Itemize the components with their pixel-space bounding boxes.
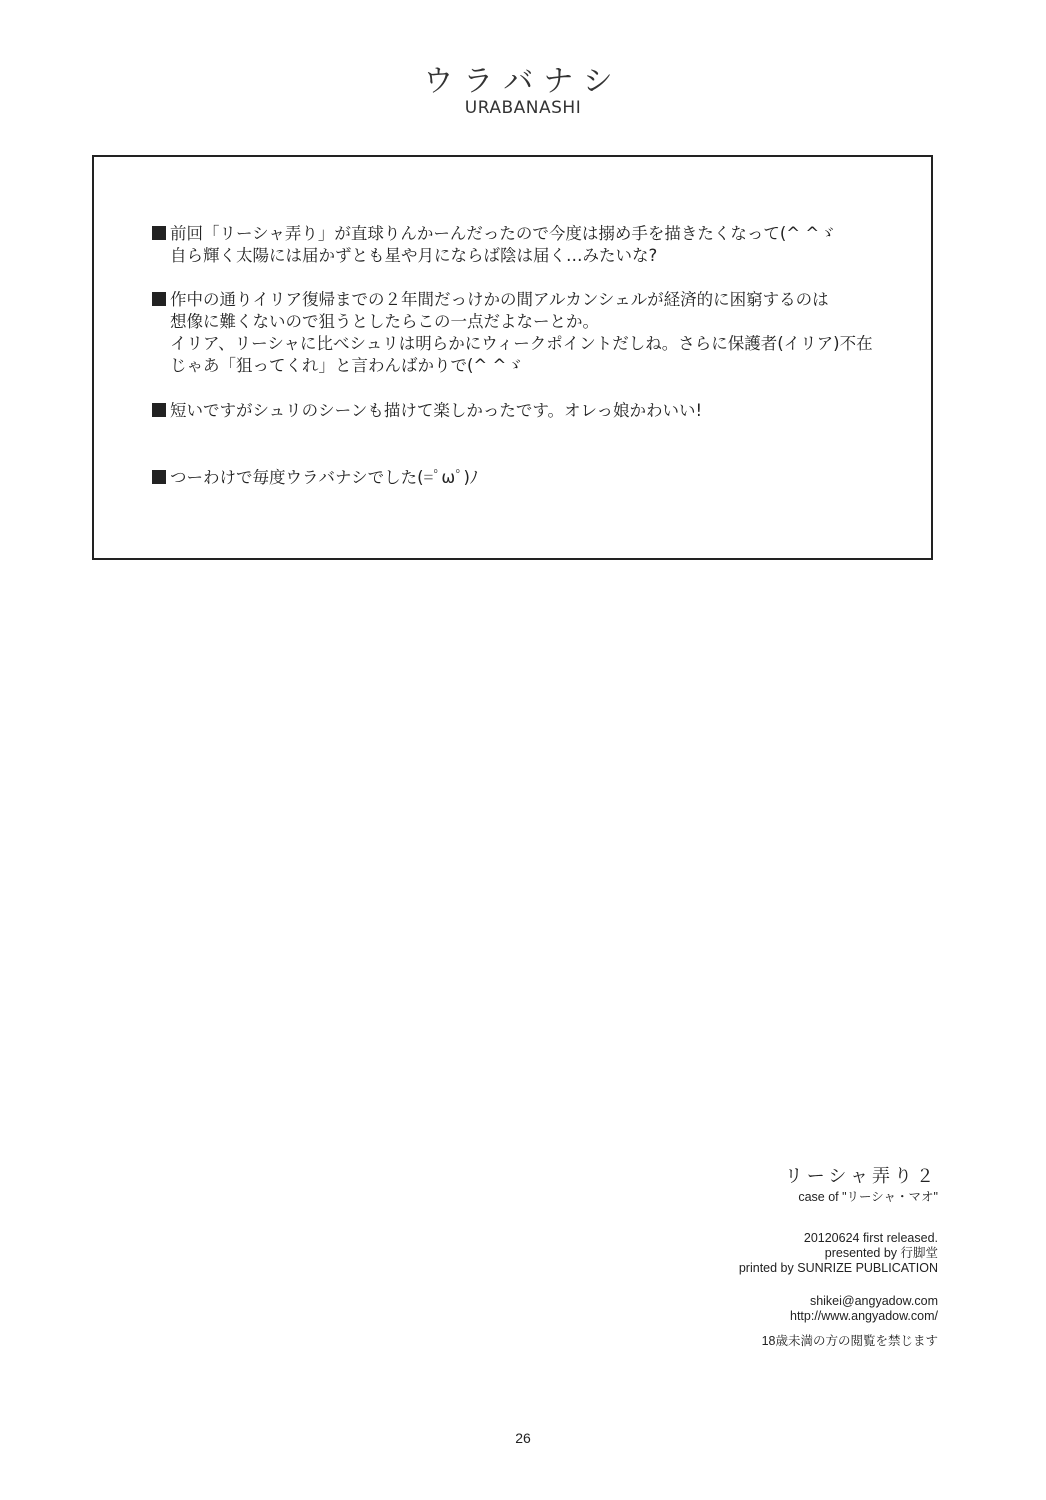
printed-by: printed by SUNRIZE PUBLICATION [738, 1261, 938, 1275]
note-item [152, 400, 702, 422]
page-header [0, 66, 1046, 118]
note-line: 短いですがシュリのシーンも描けて楽しかったです。オレっ娘かわいい! [170, 401, 703, 420]
release-date: 20120624 first released. [803, 1231, 938, 1245]
square-bullet-icon [152, 470, 166, 484]
note-line: 作中の通りイリア復帰までの２年間だっけかの間アルカンシェルが経済的に困窮するのは [170, 290, 829, 309]
page-title: ウラバナシ [423, 64, 623, 99]
square-bullet-icon [152, 292, 166, 306]
square-bullet-icon [152, 403, 166, 417]
contact-email: shikei@angyadow.com [809, 1294, 938, 1308]
note-item [152, 467, 478, 489]
note-line: 想像に難くないので狙うとしたらこの一点だよなーとか。 [170, 312, 599, 331]
page-number: 26 [515, 1430, 531, 1446]
note-line: 前回「リーシャ弄り」が直球りんかーんだったので今度は搦め手を描きたくなって(^ ^ゞ [170, 224, 836, 243]
page-subtitle: URABANASHI [464, 98, 582, 118]
square-bullet-icon [152, 226, 166, 240]
book-case: case of "リーシャ・マオ" [798, 1190, 938, 1204]
website-url: http://www.angyadow.com/ [790, 1309, 938, 1323]
age-notice: 18歳未満の方の閲覧を禁じます [761, 1334, 938, 1348]
presented-by: presented by 行脚堂 [824, 1246, 938, 1260]
book-title: リーシャ弄り２ [784, 1166, 938, 1187]
notes-box [92, 155, 933, 560]
note-item [152, 289, 873, 377]
note-item [152, 223, 836, 267]
note-line: イリア、リーシャに比べシュリは明らかにウィークポイントだしね。さらに保護者(イリア)不在 [170, 334, 873, 353]
note-line: じゃあ「狙ってくれ」と言わんばかりで(^ ^ゞ [170, 356, 523, 375]
note-line: 自ら輝く太陽には届かずとも星や月にならば陰は届く…みたいな? [170, 246, 658, 265]
note-line: つーわけで毎度ウラバナシでした(=ﾟωﾟ)ﾉ [170, 468, 479, 487]
colophon [739, 1165, 938, 1349]
